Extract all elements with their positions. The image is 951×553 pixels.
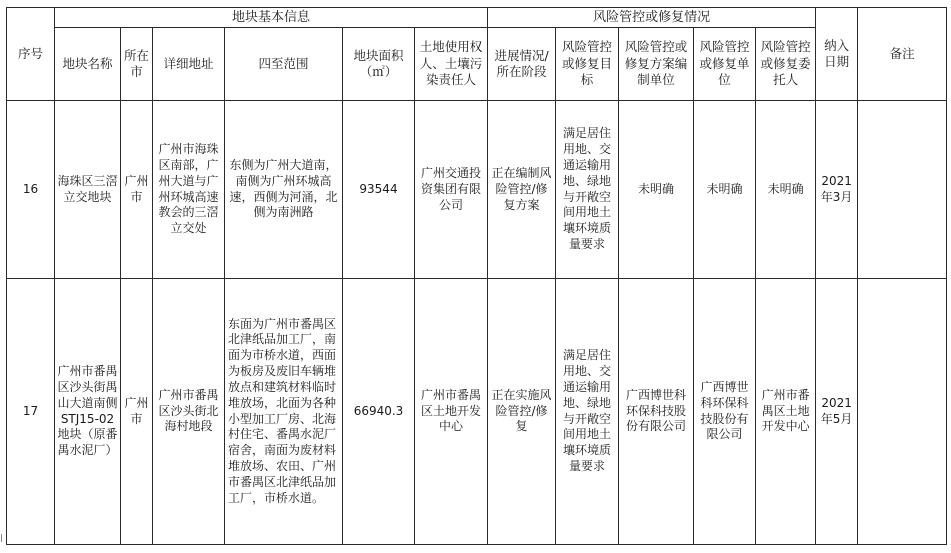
cell-name: 海珠区三滘立交地块	[55, 101, 121, 279]
cell-address: 广州市番禺区沙头街北海村地段	[153, 279, 225, 545]
cell-bounds: 东侧为广州大道南，南侧为广州环城高速，西侧为河涌，北侧为南洲路	[225, 101, 343, 279]
header-index: 序号	[7, 8, 55, 101]
cell-address: 广州市海珠区南部，广州大道与广州环城高速教会的三滘立交处	[153, 101, 225, 279]
column-header-row	[7, 28, 947, 101]
scan-edge-mark	[1, 534, 5, 542]
land-risk-table	[6, 7, 947, 545]
header-address: 详细地址	[153, 28, 225, 101]
cell-remark	[858, 279, 947, 545]
header-plan-unit: 风险管控或修复方案编制单位	[619, 28, 694, 101]
cell-progress: 正在编制风险管控/修复方案	[488, 101, 556, 279]
cell-area: 93544	[343, 101, 415, 279]
group-header-basic-info: 地块基本信息	[55, 8, 488, 28]
table-row	[7, 101, 947, 279]
header-progress: 进展情况/所在阶段	[488, 28, 556, 101]
cell-date: 2021年5月	[816, 279, 858, 545]
cell-target: 满足居住用地、交通运输用地、绿地与开敞空间用地土壤环境质量要求	[556, 101, 619, 279]
header-exec-unit: 风险管控或修复单位	[694, 28, 756, 101]
table-row	[7, 279, 947, 545]
cell-remark	[858, 101, 947, 279]
group-header-risk-control: 风险管控或修复情况	[488, 8, 816, 28]
header-area: 地块面积（㎡）	[343, 28, 415, 101]
cell-bounds: 东面为广州市番禺区北津纸品加工厂，南面为市桥水道，西面为板房及废旧车辆堆放点和建筑材料临时堆放场，北面为各种小型加工厂房、北海村住宅、番禺水泥厂宿舍，南面为废材料堆放场、农田、广州市番禺区北津纸品加工厂，市桥水道。	[225, 279, 343, 545]
header-responsible: 土地使用权人、土壤污染责任人	[415, 28, 488, 101]
header-remark: 备注	[858, 8, 947, 101]
cell-city: 广州市	[121, 279, 153, 545]
cell-client: 未明确	[756, 101, 816, 279]
cell-date: 2021年3月	[816, 101, 858, 279]
cell-plan-unit: 广西博世科环保科技股份有限公司	[619, 279, 694, 545]
header-bounds: 四至范围	[225, 28, 343, 101]
cell-target: 满足居住用地、交通运输用地、绿地与开敞空间用地土壤环境质量要求	[556, 279, 619, 545]
cell-responsible: 广州市番禺区土地开发中心	[415, 279, 488, 545]
cell-exec-unit: 广西博世科环保科技股份有限公司	[694, 279, 756, 545]
header-target: 风险管控或修复目标	[556, 28, 619, 101]
header-client: 风险管控或修复委托人	[756, 28, 816, 101]
cell-index: 16	[7, 101, 55, 279]
cell-index: 17	[7, 279, 55, 545]
header-date: 纳入日期	[816, 8, 858, 101]
header-city: 所在市	[121, 28, 153, 101]
header-name: 地块名称	[55, 28, 121, 101]
cell-exec-unit: 未明确	[694, 101, 756, 279]
cell-name: 广州市番禺区沙头街禺山大道南侧STJ15-02地块（原番禺水泥厂）	[55, 279, 121, 545]
cell-client: 广州市番禺区土地开发中心	[756, 279, 816, 545]
group-header-row	[7, 8, 947, 28]
cell-area: 66940.3	[343, 279, 415, 545]
cell-progress: 正在实施风险管控/修复	[488, 279, 556, 545]
cell-responsible: 广州交通投资集团有限公司	[415, 101, 488, 279]
cell-plan-unit: 未明确	[619, 101, 694, 279]
cell-city: 广州市	[121, 101, 153, 279]
